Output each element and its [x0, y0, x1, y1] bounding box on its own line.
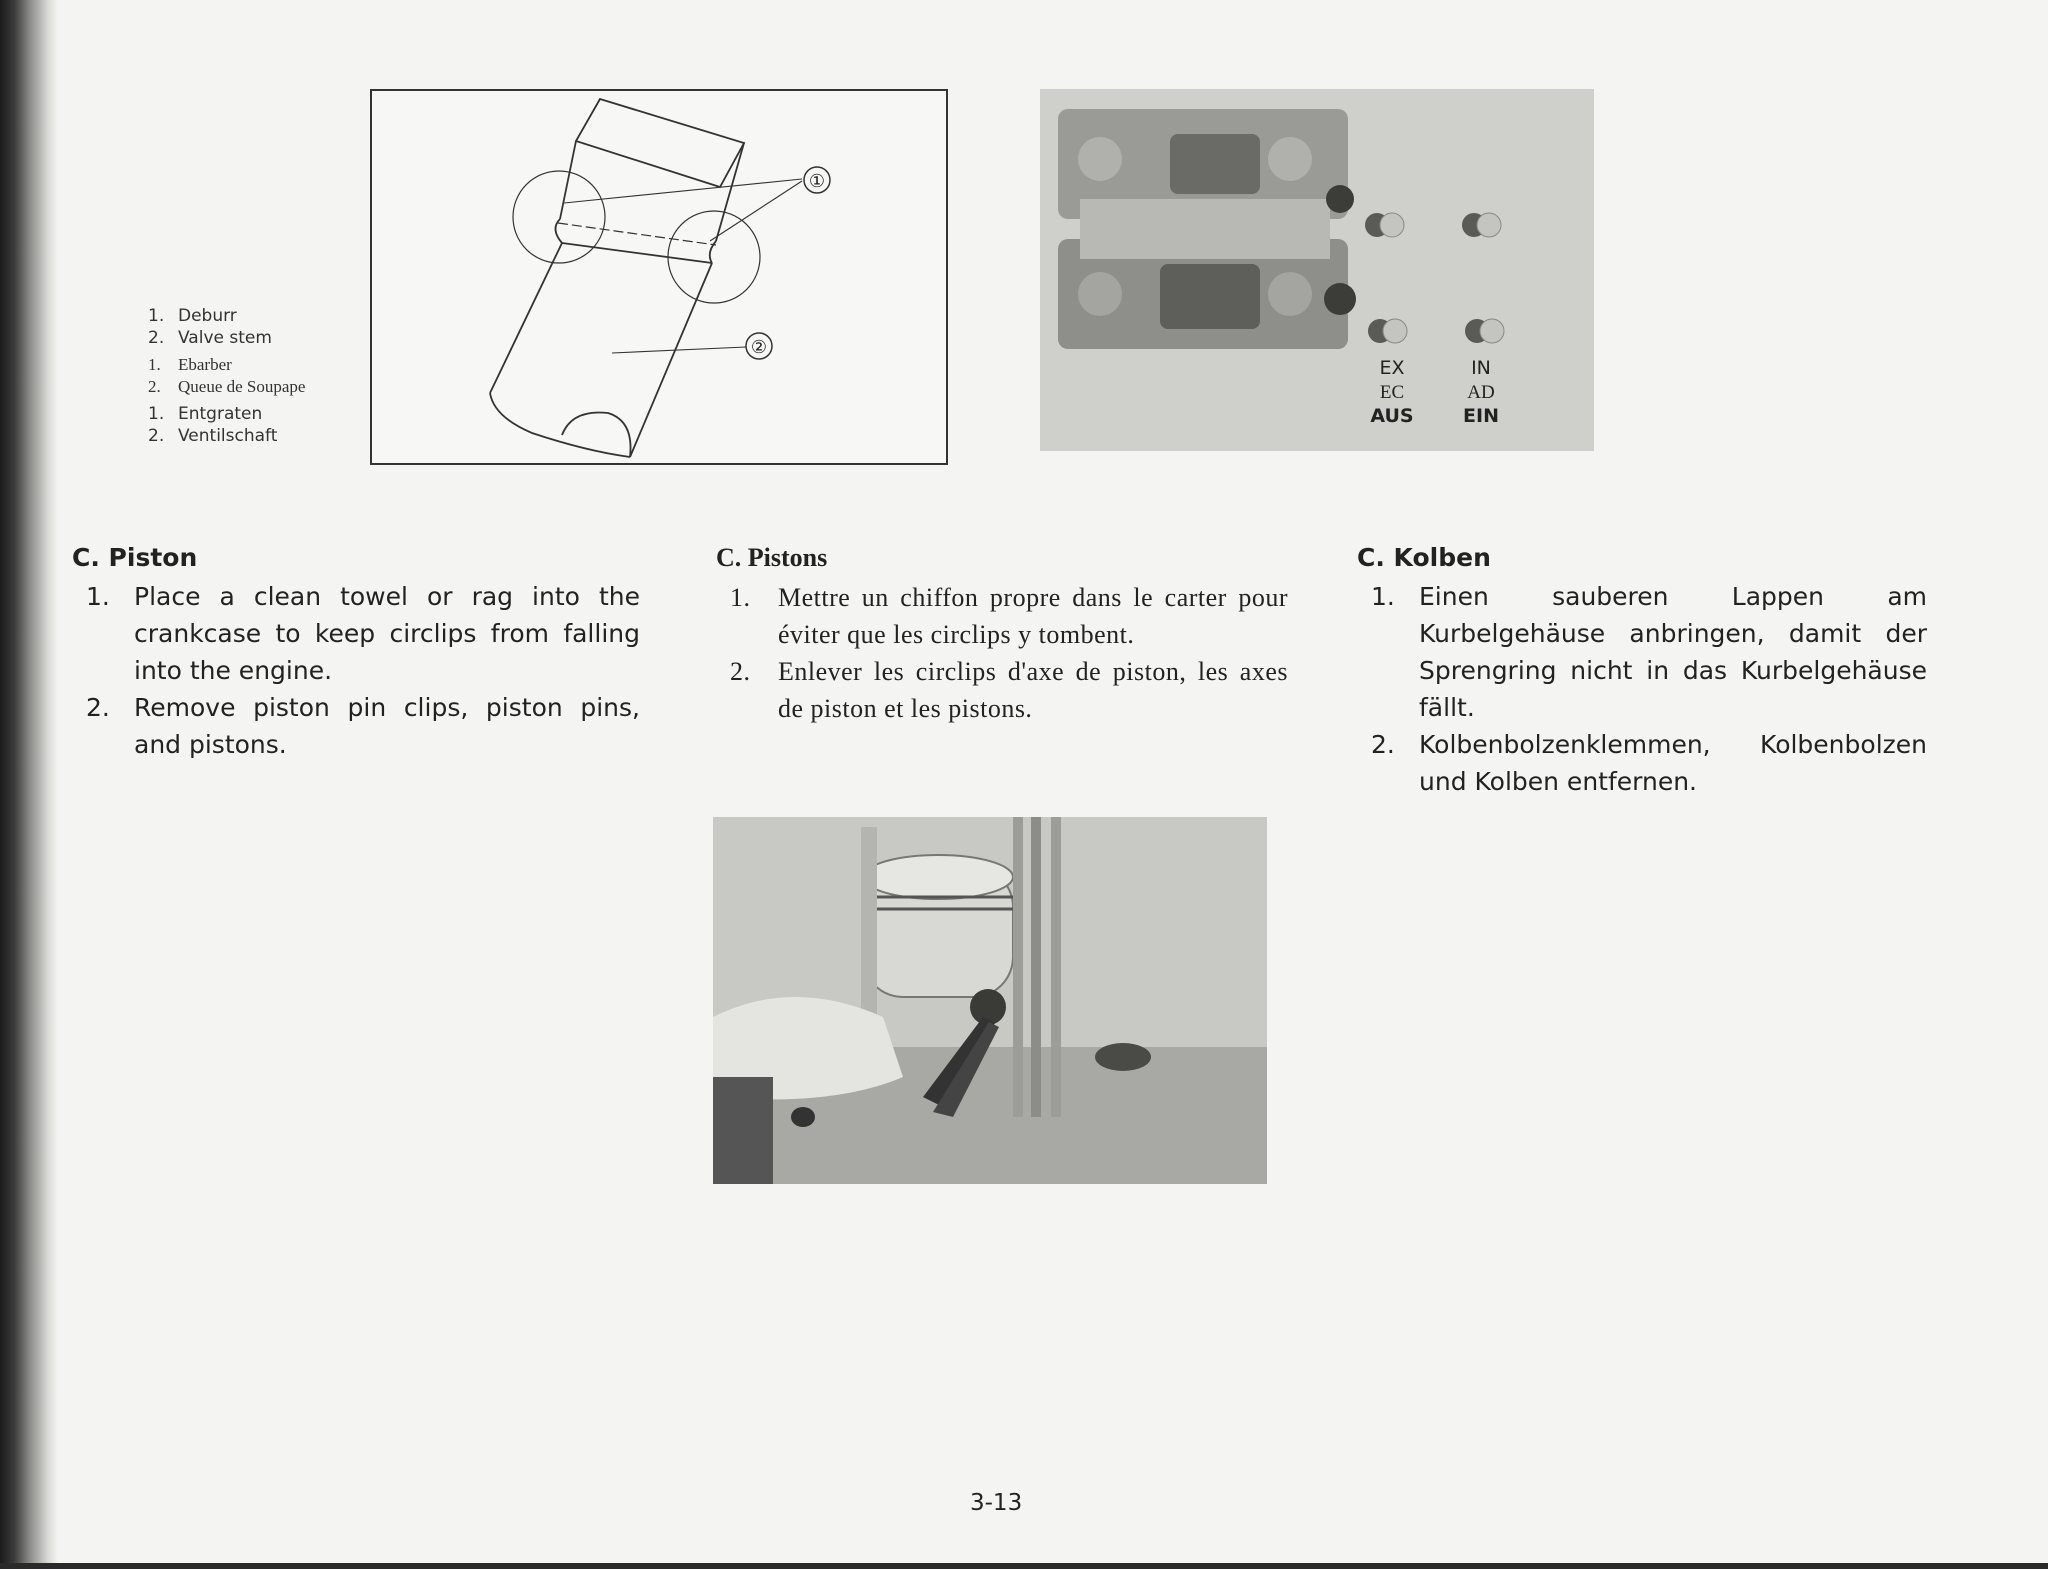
piston-removal-photo — [713, 817, 1267, 1184]
figure-legend — [148, 305, 305, 453]
step-text: Remove piston pin clips, piston pins, and pistons. — [134, 693, 640, 759]
section-german — [1357, 543, 1927, 800]
step-num: 1. — [1371, 582, 1395, 611]
exhaust-label-de: AUS — [1370, 404, 1414, 427]
exhaust-label-fr: EC — [1379, 381, 1405, 403]
valve-stem-drawing — [372, 91, 946, 463]
legend-item — [148, 403, 305, 425]
legend-item — [148, 425, 305, 447]
step-text: Mettre un chiffon propre dans le carter pour éviter que les circlips y tombent. — [778, 583, 1288, 649]
legend-num: 2. — [148, 426, 165, 447]
step-item — [72, 689, 640, 763]
step-num: 2. — [730, 657, 751, 686]
intake-label — [1446, 357, 1516, 428]
legend-item — [148, 376, 305, 398]
legend-fr — [148, 354, 305, 398]
legend-item — [148, 305, 305, 327]
page-bottom-edge — [0, 1563, 2048, 1569]
step-item — [716, 579, 1288, 653]
legend-num: 1. — [148, 306, 165, 326]
page-number: 3-13 — [970, 1490, 1023, 1516]
legend-num: 1. — [148, 355, 161, 375]
legend-item — [148, 327, 305, 349]
book-spine-shadow — [0, 0, 58, 1569]
callout-1: ① — [808, 171, 826, 192]
legend-de — [148, 403, 305, 447]
legend-text: Queue de Soupape — [178, 377, 306, 397]
legend-text: Deburr — [178, 306, 237, 326]
legend-item — [148, 354, 305, 376]
step-text: Einen sauberen Lappen am Kurbelgehäuse anbringen, damit der Sprengring nicht in das Kurbelgehäuse fällt. — [1419, 582, 1927, 722]
step-num: 2. — [1371, 730, 1395, 759]
section-title-fr: C. Pistons — [716, 543, 828, 572]
cylinder-head-photo — [1040, 89, 1594, 451]
step-text: Kolbenbolzenklemmen, Kolbenbolzen und Kolben entfernen. — [1419, 730, 1927, 796]
legend-text: Ventilschaft — [178, 426, 278, 447]
step-item — [716, 653, 1288, 727]
section-french — [716, 543, 1288, 727]
valve-stem-top — [576, 99, 744, 187]
exhaust-label-en: EX — [1379, 357, 1405, 379]
piston-removal-illustration — [713, 817, 1267, 1184]
step-text: Place a clean towel or rag into the crankcase to keep circlips from falling into the engine. — [134, 582, 640, 685]
legend-text: Valve stem — [178, 328, 272, 349]
legend-num: 2. — [148, 377, 161, 397]
step-num: 1. — [730, 583, 751, 612]
section-title-en: C. Piston — [72, 543, 198, 572]
step-item — [1357, 578, 1927, 726]
section-english — [72, 543, 640, 763]
legend-text: Entgraten — [178, 404, 263, 425]
legend-num: 2. — [148, 328, 165, 349]
callout-2: ② — [750, 337, 768, 358]
intake-label-fr: AD — [1467, 381, 1495, 403]
legend-text: Ebarber — [178, 355, 232, 375]
steps-fr — [716, 579, 1288, 727]
step-item — [72, 578, 640, 689]
intake-label-de: EIN — [1463, 404, 1499, 427]
step-num: 1. — [86, 582, 110, 611]
steps-en — [72, 578, 640, 763]
legend-num: 1. — [148, 404, 165, 425]
step-text: Enlever les circlips d'axe de piston, les axes de piston et les pistons. — [778, 657, 1288, 723]
legend-en — [148, 305, 305, 349]
steps-de — [1357, 578, 1927, 800]
intake-label-en: IN — [1471, 357, 1491, 379]
exhaust-label — [1352, 357, 1432, 428]
step-num: 2. — [86, 693, 110, 722]
step-item — [1357, 726, 1927, 800]
valve-stem-diagram — [370, 89, 948, 465]
section-title-de: C. Kolben — [1357, 543, 1491, 572]
